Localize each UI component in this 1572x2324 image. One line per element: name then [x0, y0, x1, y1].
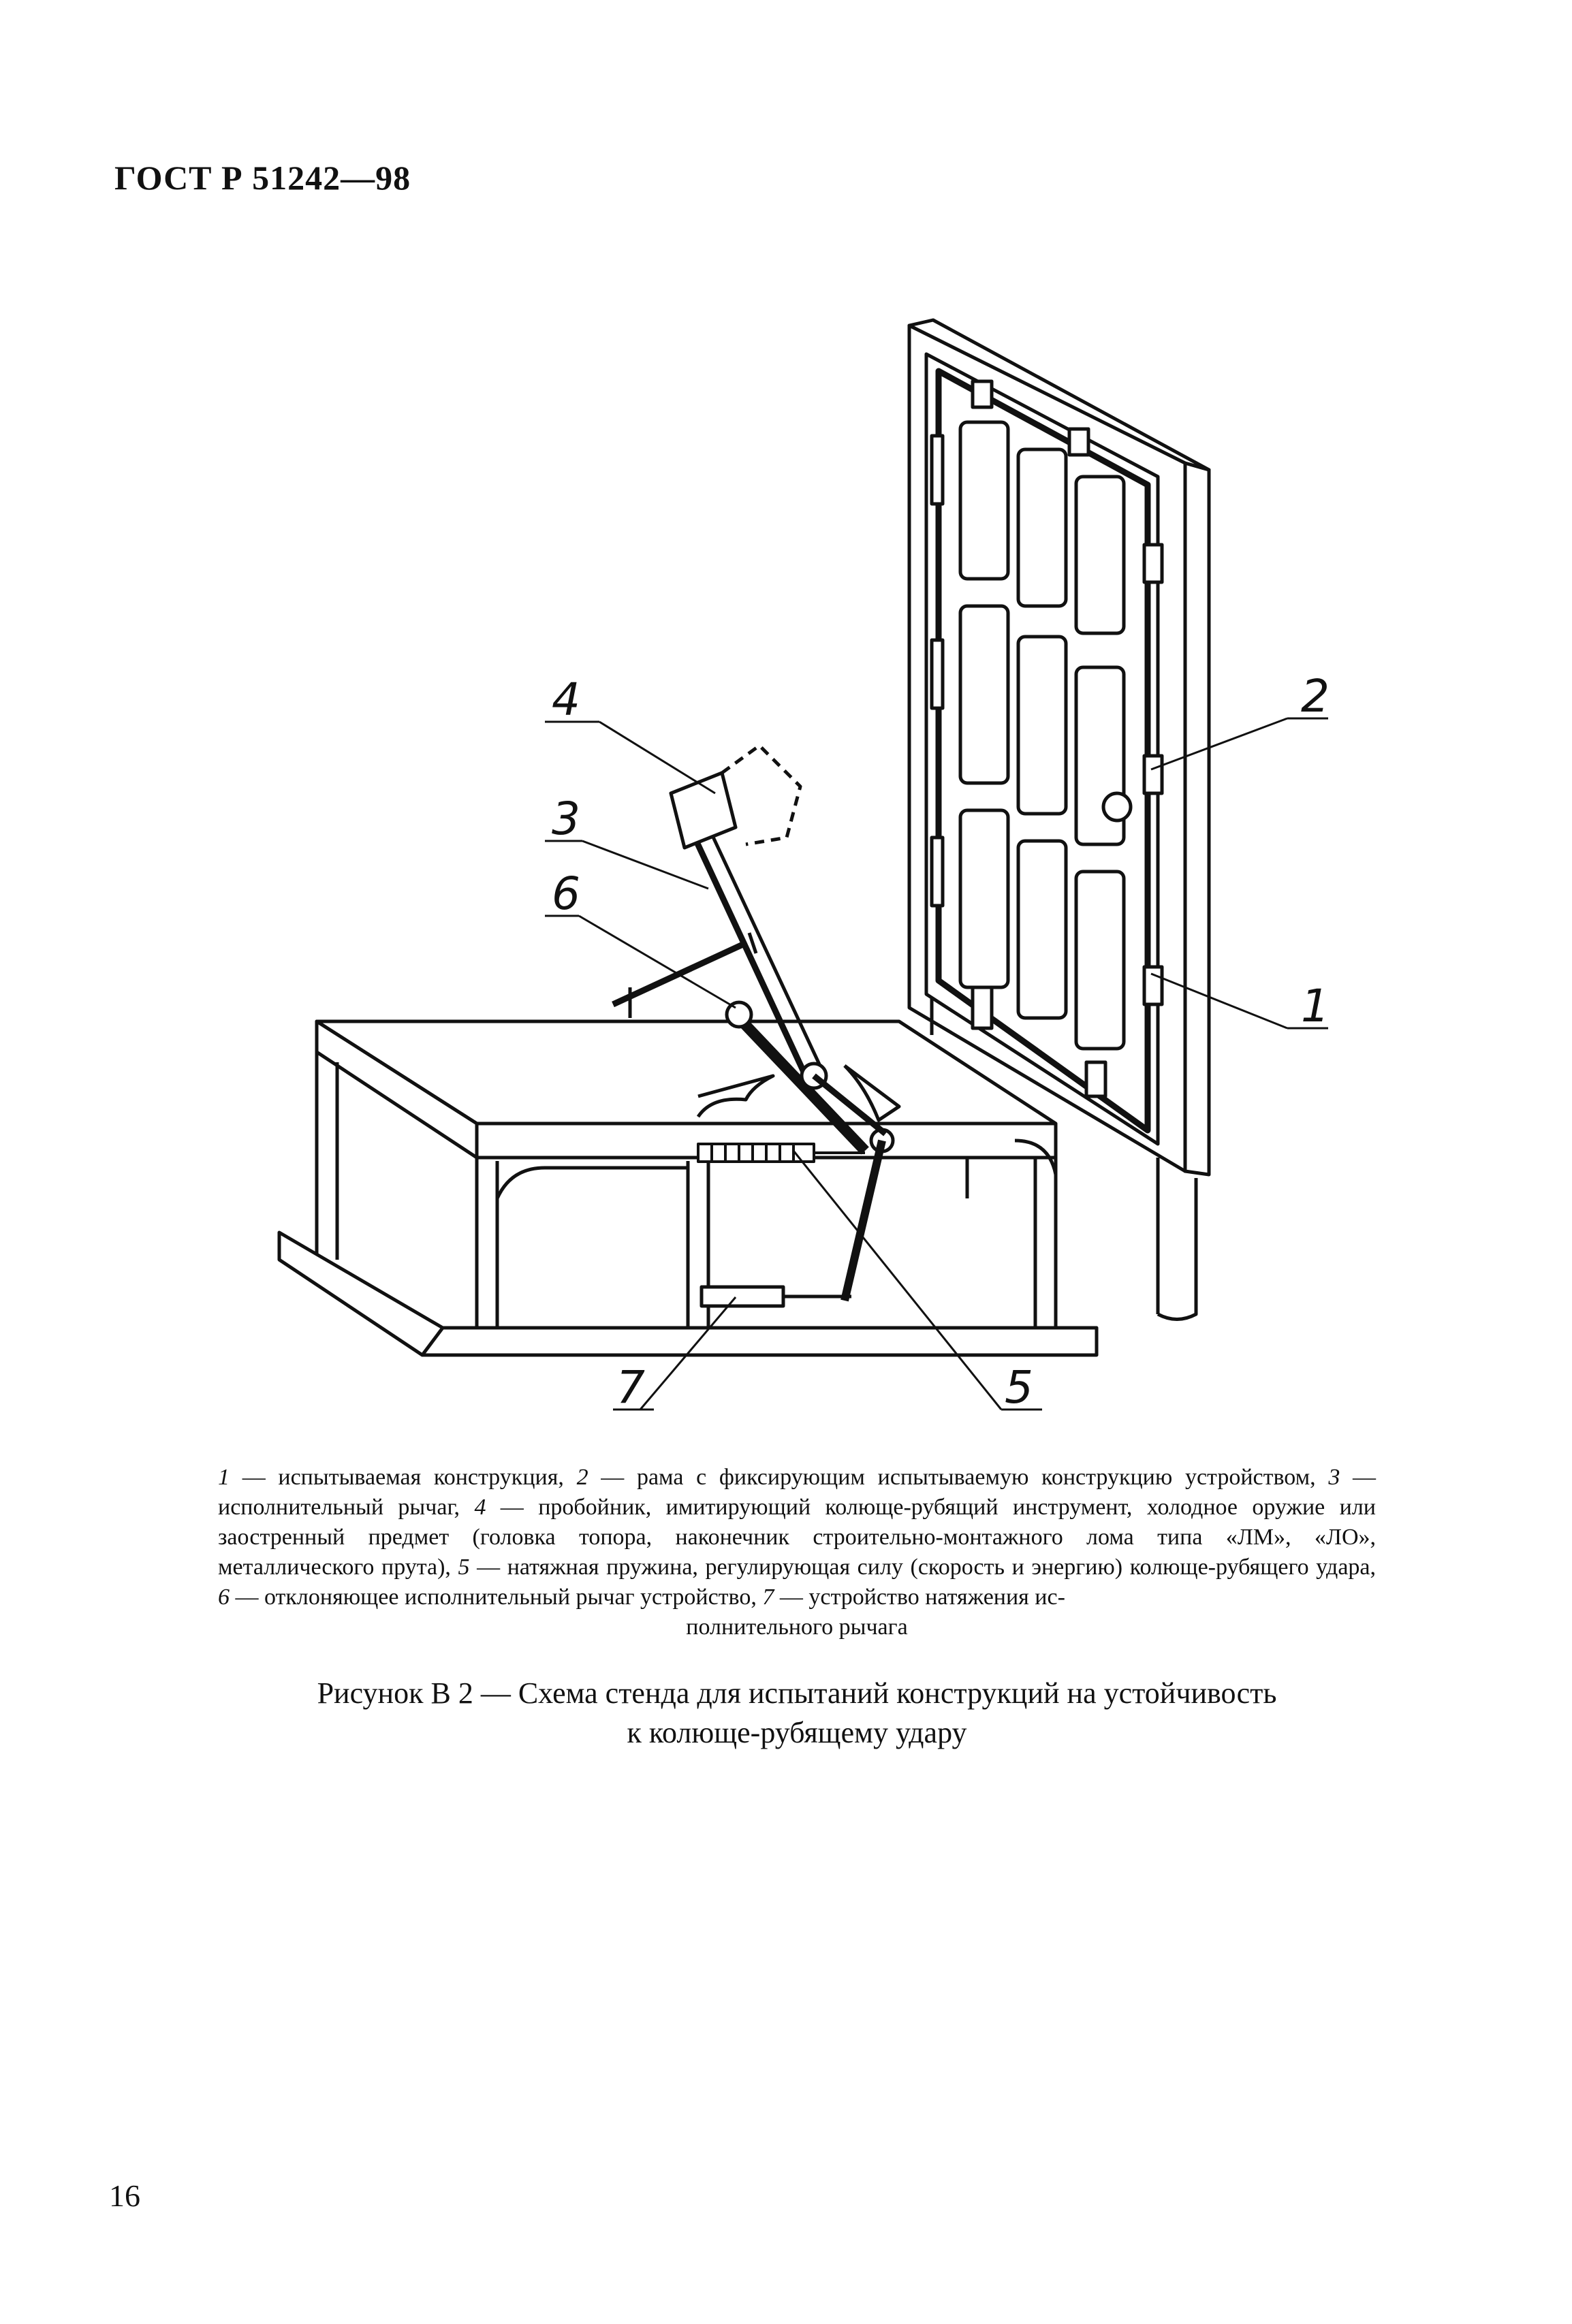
legend-text-3: исполнительный рычаг, — [218, 1495, 460, 1520]
legend-text-2: рама с фиксирующим испытываемую конструкцию устройством, — [636, 1465, 1316, 1490]
callout-4: 4 — [552, 673, 580, 726]
callout-2: 2 — [1301, 670, 1330, 722]
legend-num-6: 6 — [218, 1585, 230, 1610]
figure-title — [218, 1674, 1376, 1753]
legend-num-2: 2 — [576, 1465, 588, 1490]
door-frame — [909, 320, 1209, 1320]
legend-num-3: 3 — [1328, 1465, 1340, 1490]
legend-text-7: устройство натяжения ис- — [808, 1585, 1065, 1610]
legend-text-1: испытываемая конструкция, — [278, 1465, 564, 1490]
document-header: ГОСТ Р 51242—98 — [114, 159, 411, 197]
callout-3: 3 — [552, 793, 580, 845]
legend-num-7: 7 — [762, 1585, 774, 1610]
callout-7: 7 — [616, 1361, 645, 1414]
legend-text-5: натяжная пружина, регулирующая силу (скорость и энергию) колюще-рубящего удара, — [507, 1555, 1376, 1580]
legend-num-4: 4 — [474, 1495, 486, 1520]
callout-1: 1 — [1301, 980, 1330, 1032]
figure-title-line-2: к колюще-рубящему удару — [627, 1716, 967, 1749]
legend-num-5: 5 — [458, 1555, 470, 1580]
legend-tail: полнительного рычага — [686, 1614, 908, 1640]
callout-6: 6 — [552, 867, 580, 920]
page-number: 16 — [109, 2178, 140, 2213]
figure-legend: 1 — испытываемая конструкция, 2 — рама с фиксирующим испытываемую конструкцию устройством, 3 — исполнительный рычаг, 4 — пробойник, имитирующий колюще-рубящий инструмент, холодное оружие или заостренный предмет (головка топора, наконечник строительно-монтажного лома типа «ЛМ», «ЛО», металлического прута), 5 — натяжная пружина, регулирующая силу (скорость и энергию) колюще-рубящего удара, 6 — отклоняющее исполнительный рычаг устройство, 7 — устройство натяжения ис- полнительного рычага — [218, 1463, 1376, 1642]
figure-title-line-1: Рисунок В 2 — Схема стенда для испытаний конструкций на устойчивость — [317, 1676, 1277, 1710]
stand-table — [279, 1021, 1097, 1355]
callout-5: 5 — [1005, 1361, 1033, 1414]
legend-text-6: отклоняющее исполнительный рычаг устройство, — [264, 1585, 757, 1610]
legend-text-4: пробойник, имитирующий колюще-рубящий инструмент, холодное оружие или заостренный предмет (головка топора, наконечник строительно-монтажного лома типа «ЛМ», «ЛО», металлического прута), — [218, 1495, 1376, 1580]
legend-num-1: 1 — [218, 1465, 230, 1490]
